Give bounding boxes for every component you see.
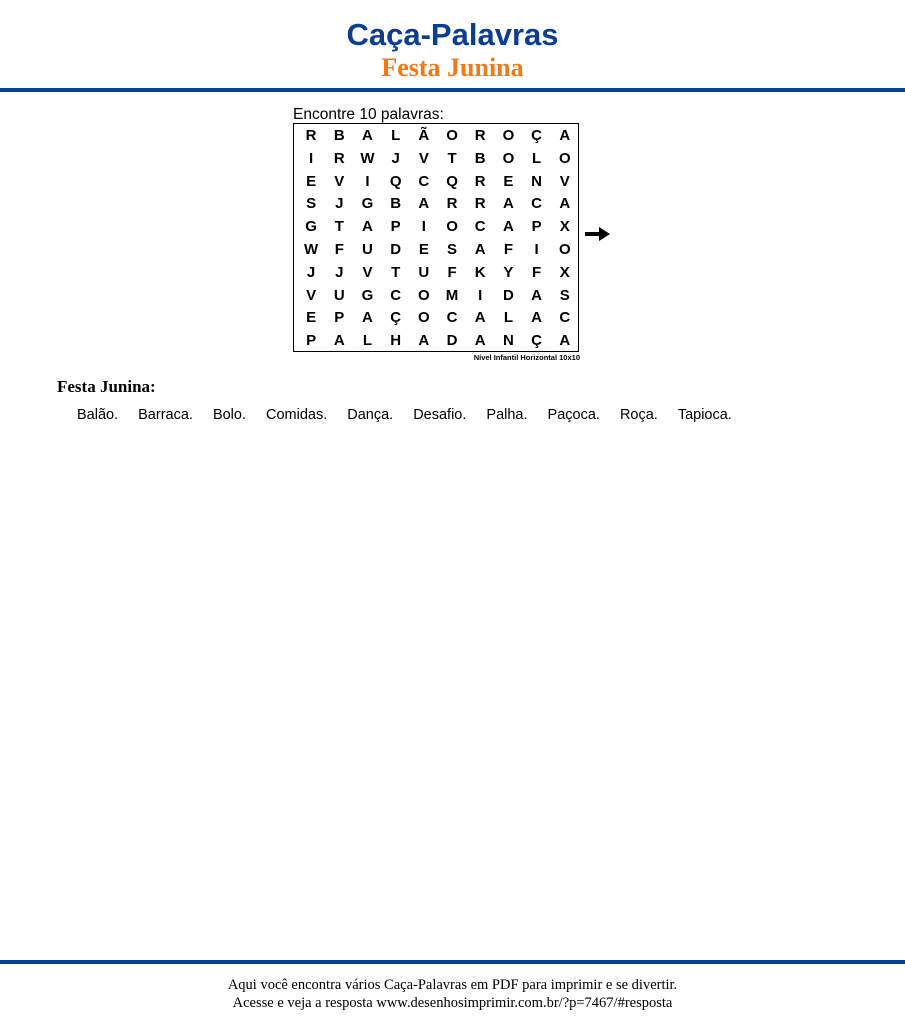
grid-cell: J xyxy=(391,149,400,167)
grid-cell: C xyxy=(418,172,430,190)
grid-cell: U xyxy=(333,286,345,304)
grid-cell: Y xyxy=(503,263,514,281)
grid-cell: C xyxy=(559,309,571,327)
grid-cell: K xyxy=(474,263,486,281)
grid-cell: R xyxy=(446,195,458,213)
grid-cell: O xyxy=(558,240,571,258)
grid-cell: U xyxy=(418,263,430,281)
word-list-item: Barraca. xyxy=(138,407,193,423)
grid-cell: W xyxy=(360,149,375,167)
grid-cell: R xyxy=(474,195,486,213)
grid-cell: C xyxy=(531,195,543,213)
grid-cell: H xyxy=(390,332,402,350)
word-list-item: Dança. xyxy=(347,407,394,423)
grid-cell: N xyxy=(502,332,514,350)
grid-cell: Ç xyxy=(390,309,402,327)
grid-cell: C xyxy=(390,286,402,304)
grid-cell: E xyxy=(418,240,429,258)
grid-cell: A xyxy=(559,127,571,144)
grid-cell: B xyxy=(474,149,486,167)
footer-line-2: Acesse e veja a resposta www.desenhosimprimir.com.br/?p=7467/#resposta xyxy=(232,995,673,1011)
grid-cell: I xyxy=(309,149,314,167)
word-search-grid-frame xyxy=(293,123,579,352)
grid-cell: A xyxy=(362,127,373,144)
grid-cell: O xyxy=(418,309,430,327)
grid-cell: A xyxy=(362,218,373,236)
grid-cell: A xyxy=(559,195,571,213)
grid-cell: D xyxy=(446,332,458,350)
grid-cell: P xyxy=(334,309,345,327)
grid-cell: P xyxy=(531,218,542,236)
puzzle-instructions: Encontre 10 palavras: xyxy=(293,106,444,123)
grid-cell: R xyxy=(474,172,486,190)
grid-cell: F xyxy=(503,240,513,258)
grid-cell: A xyxy=(474,240,486,258)
grid-cell: B xyxy=(333,127,345,144)
grid-cell: O xyxy=(446,218,458,236)
grid-cell: V xyxy=(559,172,570,190)
footer-line-1: Aqui você encontra vários Caça-Palavras em PDF para imprimir e se divertir. xyxy=(227,977,678,993)
grid-cell: B xyxy=(390,195,402,213)
grid-cell: A xyxy=(362,309,373,327)
word-list-heading: Festa Junina: xyxy=(57,377,156,396)
grid-cell: T xyxy=(334,218,344,236)
grid-cell: V xyxy=(418,149,429,167)
grid-cell: C xyxy=(474,218,486,236)
grid-cell: O xyxy=(502,149,515,167)
footer-divider xyxy=(0,960,905,964)
grid-cell: G xyxy=(361,286,374,304)
grid-cell: P xyxy=(306,332,317,350)
grid-cell: J xyxy=(335,195,344,213)
grid-cell: A xyxy=(531,309,543,327)
header-divider xyxy=(0,88,905,92)
page-subtitle: Festa Junina xyxy=(381,53,524,82)
word-search-grid xyxy=(297,125,579,353)
grid-cell: R xyxy=(474,127,486,144)
grid-cell: F xyxy=(334,240,344,258)
grid-cell: O xyxy=(558,149,571,167)
grid-cell: Ã xyxy=(418,127,430,144)
grid-cell: A xyxy=(333,332,345,350)
grid-cell: Q xyxy=(446,172,458,190)
grid-cell: A xyxy=(474,309,486,327)
grid-cell: A xyxy=(418,332,430,350)
grid-cell: V xyxy=(334,172,345,190)
grid-cell: R xyxy=(333,149,345,167)
page-footer xyxy=(0,976,905,1012)
word-list xyxy=(77,406,752,424)
grid-cell: A xyxy=(474,332,486,350)
grid-cell: S xyxy=(559,286,570,304)
grid-cell: N xyxy=(531,172,543,190)
grid-cell: T xyxy=(391,263,401,281)
grid-cell: W xyxy=(304,240,319,258)
word-list-item: Tapioca. xyxy=(677,407,732,423)
grid-cell: D xyxy=(390,240,402,258)
word-list-item: Comidas. xyxy=(266,407,328,423)
grid-cell: A xyxy=(559,332,571,350)
grid-cell: O xyxy=(418,286,430,304)
grid-cell: T xyxy=(447,149,457,167)
grid-cell: S xyxy=(447,240,458,258)
grid-cell: V xyxy=(306,286,317,304)
grid-cell: D xyxy=(502,286,514,304)
grid-cell: R xyxy=(305,127,317,144)
grid-cell: M xyxy=(445,286,459,304)
grid-cell: X xyxy=(559,218,570,236)
grid-cell: P xyxy=(390,218,401,236)
grid-cell: C xyxy=(446,309,458,327)
grid-cell: E xyxy=(306,309,317,327)
grid-cell: G xyxy=(305,218,317,236)
arrow-right-icon xyxy=(585,226,611,242)
grid-cell: F xyxy=(532,263,542,281)
word-list-item: Paçoca. xyxy=(547,407,600,423)
page-title: Caça-Palavras xyxy=(346,17,559,52)
word-list-item: Roça. xyxy=(619,407,658,423)
grid-cell: E xyxy=(306,172,317,190)
grid-cell: A xyxy=(531,286,543,304)
page-header xyxy=(0,0,905,92)
grid-cell: I xyxy=(421,218,426,236)
grid-cell: L xyxy=(503,309,513,327)
grid-cell: L xyxy=(532,149,542,167)
grid-cell: S xyxy=(306,195,317,213)
grid-cell: E xyxy=(503,172,514,190)
grid-cell: I xyxy=(365,172,370,190)
grid-cell: A xyxy=(502,195,514,213)
word-list-item: Bolo. xyxy=(212,407,246,423)
grid-cell: J xyxy=(335,263,344,281)
grid-cell: J xyxy=(306,263,316,281)
word-list-item: Desafio. xyxy=(413,407,467,423)
grid-cell: Ç xyxy=(531,127,543,144)
grid-cell: A xyxy=(418,195,430,213)
grid-cell: F xyxy=(447,263,457,281)
grid-cell: L xyxy=(391,127,401,144)
grid-cell: A xyxy=(502,218,514,236)
grid-cell: Q xyxy=(389,172,402,190)
grid-cell: O xyxy=(446,127,458,144)
grid-cell: X xyxy=(559,263,570,281)
word-list-item: Palha. xyxy=(486,407,528,423)
grid-cell: I xyxy=(478,286,483,304)
word-list-item: Balão. xyxy=(77,407,119,423)
grid-cell: V xyxy=(362,263,373,281)
grid-cell: U xyxy=(362,240,373,258)
grid-cell: I xyxy=(534,240,539,258)
puzzle-level-label: Nível Infantil Horizontal 10x10 xyxy=(473,353,580,362)
grid-cell: L xyxy=(362,332,373,350)
grid-cell: Ç xyxy=(531,332,543,350)
grid-cell: G xyxy=(361,195,374,213)
grid-cell: O xyxy=(502,127,515,144)
